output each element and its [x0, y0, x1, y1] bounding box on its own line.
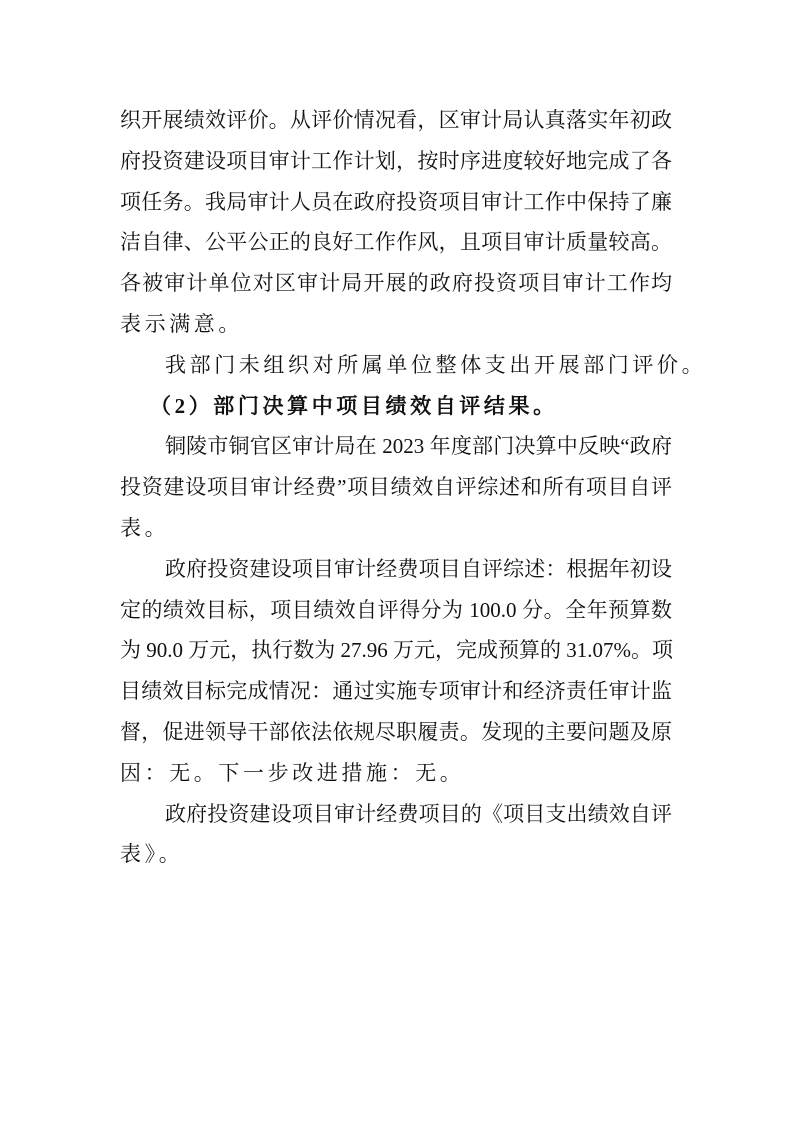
- text-line: 表。: [120, 516, 170, 540]
- text-line: 督，促进领导干部依法依规尽职履责。发现的主要问题及原: [120, 720, 672, 744]
- text-line: 各被审计单位对区审计局开展的政府投资项目审计工作均: [120, 271, 672, 296]
- section-heading: （2）部门决算中项目绩效自评结果。: [150, 393, 558, 418]
- text-line: 为 90.0 万元，执行数为 27.96 万元，完成预算的 31.07%。项: [120, 638, 673, 663]
- text-line: 定的绩效目标，项目绩效自评得分为 100.0 分。全年预算数: [120, 597, 672, 622]
- text-line: 表示满意。: [120, 312, 243, 336]
- text-line: 织开展绩效评价。从评价情况看，区审计局认真落实年初政: [120, 108, 672, 132]
- text-line: 因：无。下一步改进措施：无。: [120, 760, 465, 785]
- text-line: 投资建设项目审计经费”项目绩效自评综述和所有项目自评: [120, 475, 672, 500]
- text-line: 政府投资建设项目审计经费项目自评综述：根据年初设: [165, 556, 672, 581]
- text-line: 洁自律、公平公正的良好工作作风，且项目审计质量较高。: [120, 230, 672, 255]
- text-line: 府投资建设项目审计工作计划，按时序进度较好地完成了各: [120, 148, 672, 173]
- text-line: 政府投资建设项目审计经费项目的《项目支出绩效自评: [165, 801, 672, 826]
- text-line: 铜陵市铜官区审计局在 2023 年度部门决算中反映“政府: [165, 434, 672, 459]
- text-line: 目绩效目标完成情况：通过实施专项审计和经济责任审计监: [120, 679, 672, 704]
- text-line: 项任务。我局审计人员在政府投资项目审计工作中保持了廉: [120, 189, 672, 214]
- text-line: 表》。: [120, 842, 184, 867]
- text-line: 我部门未组织对所属单位整体支出开展部门评价。: [165, 352, 707, 377]
